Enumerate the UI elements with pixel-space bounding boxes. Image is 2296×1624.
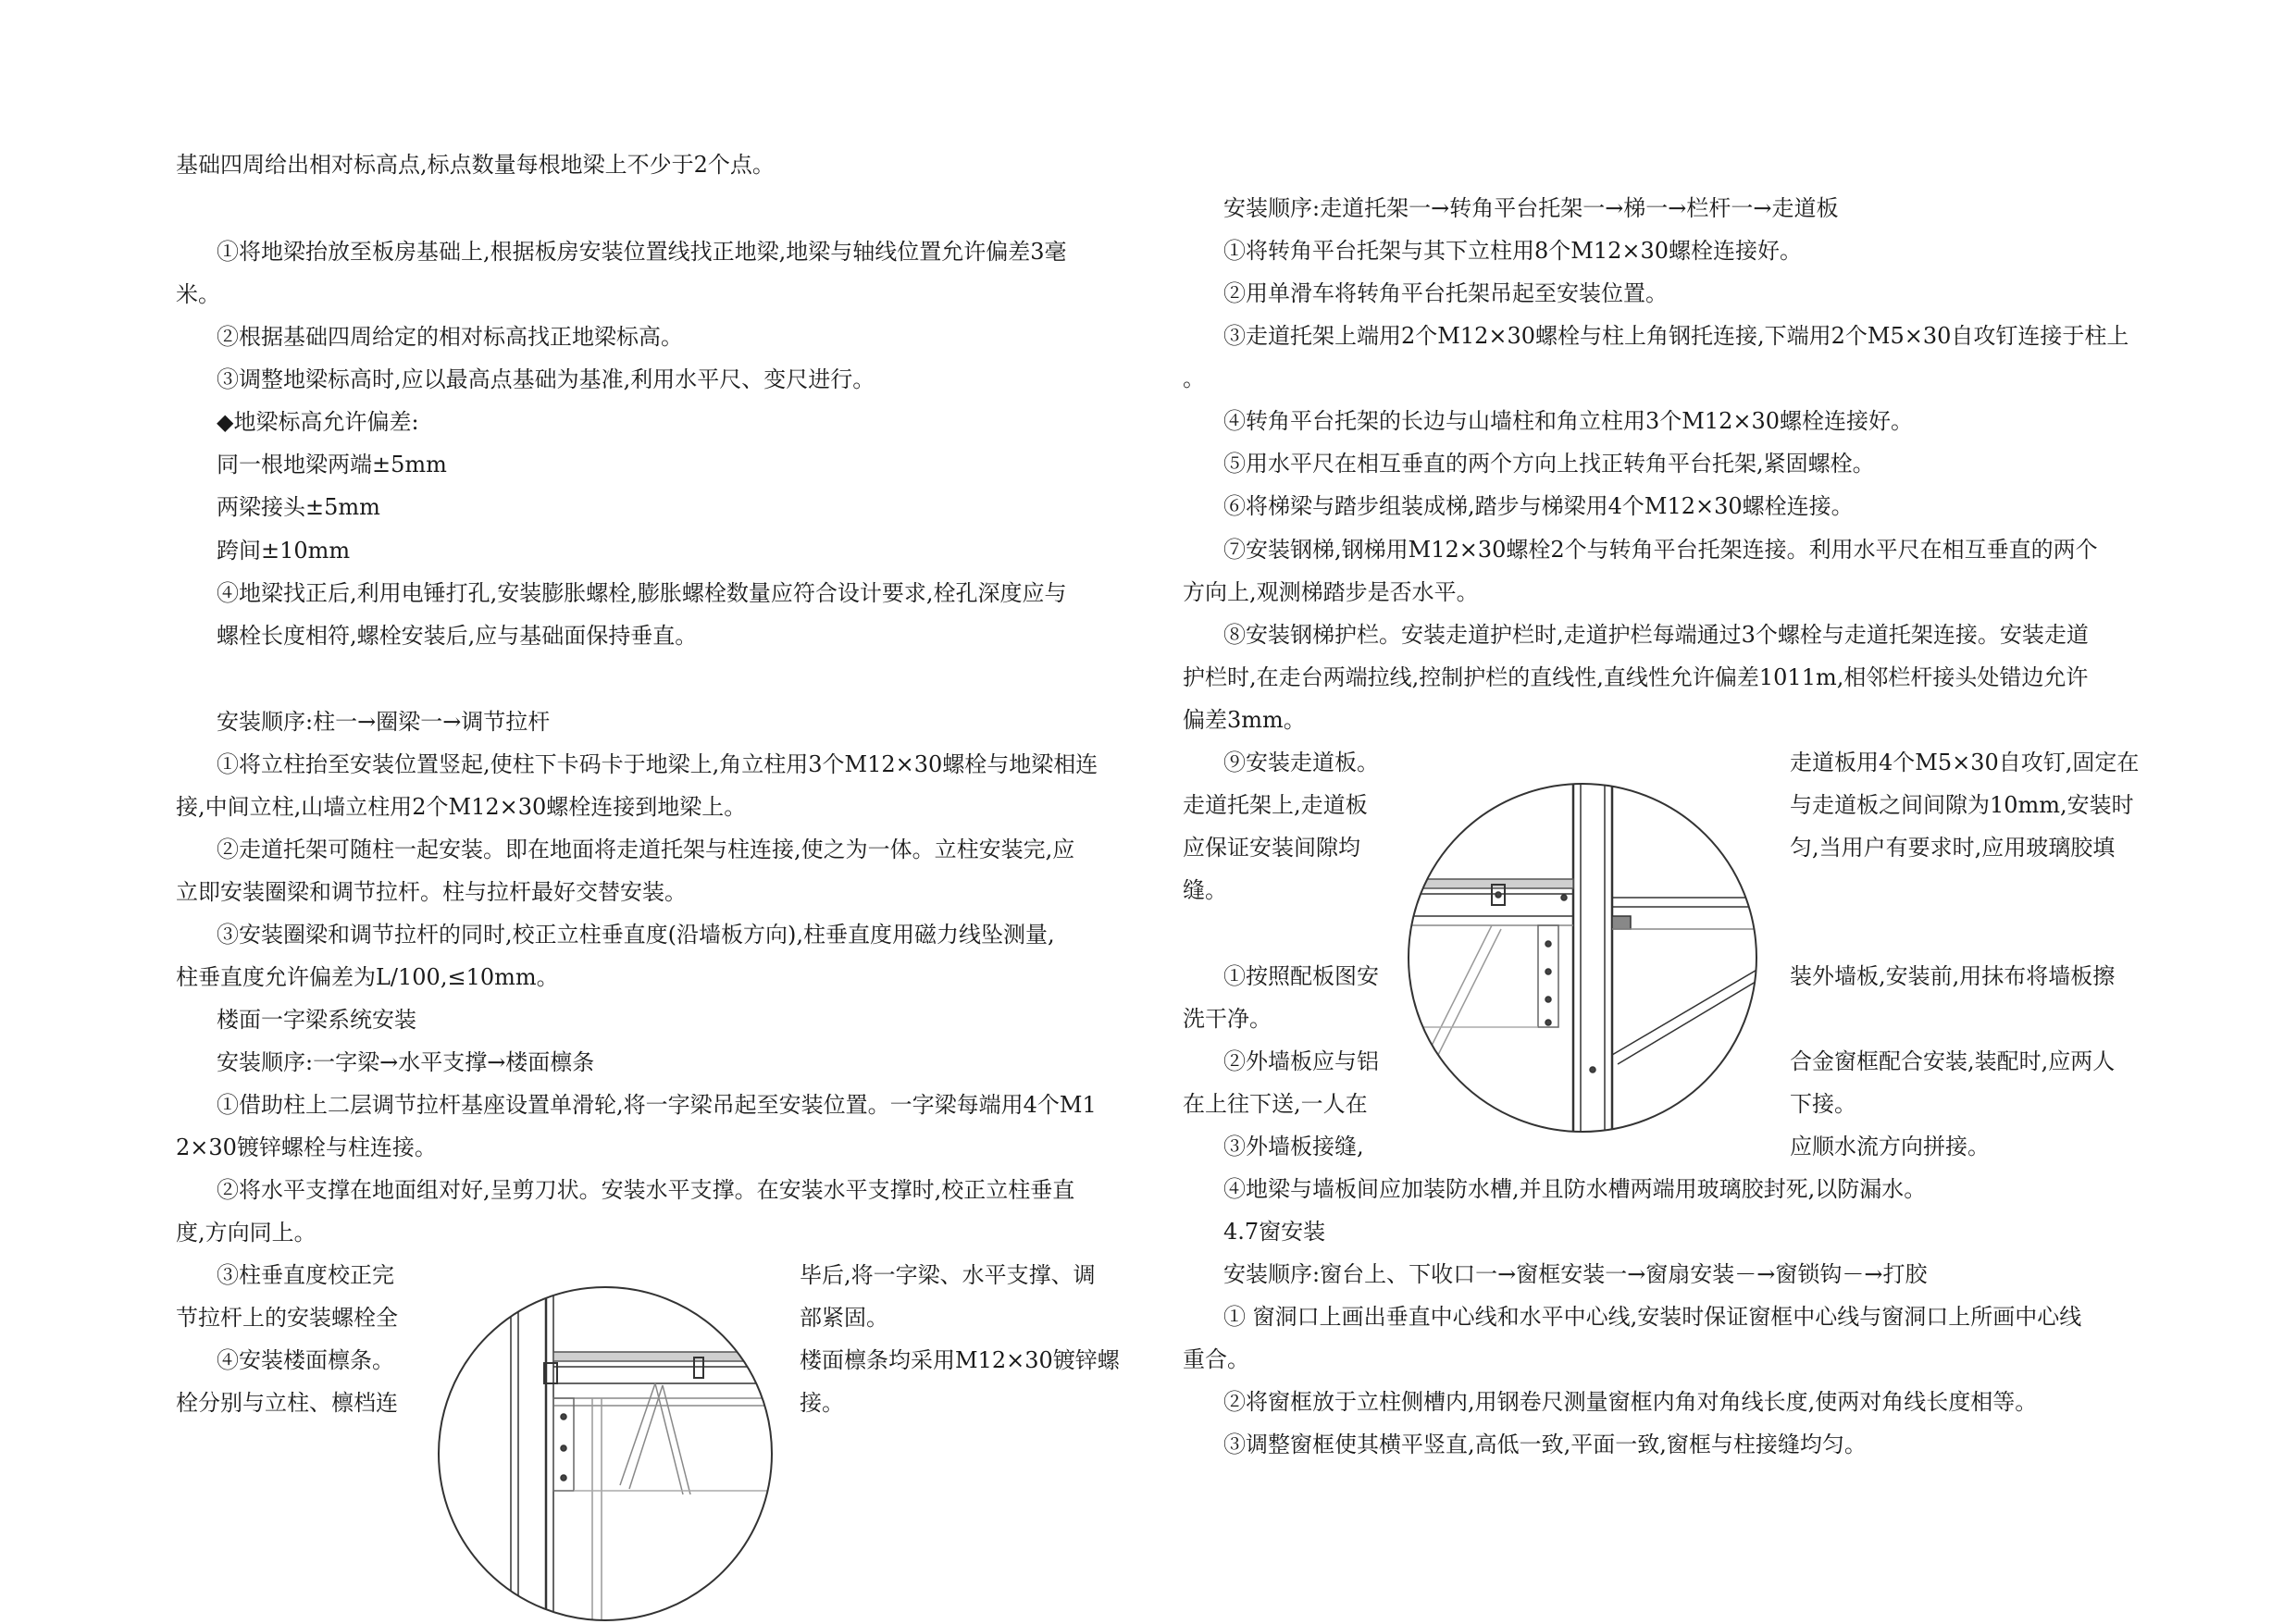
text-line: 安装顺序:柱一→圈梁一→调节拉杆 [217, 709, 551, 735]
text-line: 应保证安装间隙均 [1183, 835, 1360, 861]
text-line: 安装顺序:走道托架一→转角平台托架一→梯一→栏杆一→走道板 [1223, 195, 1839, 221]
text-line: ⑥将梯梁与踏步组装成梯,踏步与梯梁用4个M12×30螺栓连接。 [1223, 493, 1854, 519]
text-line: ①将地梁抬放至板房基础上,根据板房安装位置线找正地梁,地梁与轴线位置允许偏差3毫 [217, 239, 1067, 265]
text-line: ④安装楼面檩条。 [217, 1347, 394, 1373]
text-line: ③走道托架上端用2个M12×30螺栓与柱上角钢托连接,下端用2个M5×30自攻钉连接于柱上 [1223, 323, 2129, 349]
text-line: ① 窗洞口上画出垂直中心线和水平中心线,安装时保证窗框中心线与窗洞口上所画中心线 [1223, 1304, 2082, 1330]
text-line: 重合。 [1183, 1346, 1249, 1372]
text-line: 走道托架上,走道板 [1183, 792, 1368, 818]
text-line: 毕后,将一字梁、水平支撑、调 [800, 1262, 1096, 1288]
walkway-bracket-detail-drawing [1399, 777, 1769, 1147]
text-line: 柱垂直度允许偏差为L/100,≤10mm。 [176, 964, 559, 990]
text-line: ①将转角平台托架与其下立柱用8个M12×30螺栓连接好。 [1223, 238, 1803, 264]
walkway-bracket-detail-figure [1399, 777, 1769, 1147]
text-line: ②用单滑车将转角平台托架吊起至安装位置。 [1223, 280, 1668, 306]
text-line: 安装顺序:窗台上、下收口一→窗框安装一→窗扇安装－→窗锁钩－→打胶 [1223, 1261, 1928, 1287]
text-line: 两梁接头±5mm [217, 494, 380, 520]
text-line: ④地梁找正后,利用电锤打孔,安装膨胀螺栓,膨胀螺栓数量应符合设计要求,栓孔深度应与 [217, 580, 1067, 606]
text-line: ③调整窗框使其横平竖直,高低一致,平面一致,窗框与柱接缝均匀。 [1223, 1432, 1867, 1457]
text-line: ◆地梁标高允许偏差: [217, 409, 419, 435]
text-line: 楼面檩条均采用M12×30镀锌螺 [800, 1347, 1120, 1373]
text-line: ⑤用水平尺在相互垂直的两个方向上找正转角平台托架,紧固螺栓。 [1223, 451, 1875, 477]
text-line: 跨间±10mm [217, 538, 351, 564]
text-line: 护栏时,在走台两端拉线,控制护栏的直线性,直线性允许偏差1011m,相邻栏杆接头处错边允许 [1183, 664, 2089, 690]
section-heading: 4.7窗安装 [1223, 1219, 1326, 1245]
text-line: 接。 [800, 1390, 844, 1416]
text-line: ②外墙板应与铝 [1223, 1048, 1379, 1074]
text-line: 。 [1183, 366, 1205, 391]
text-line: ③外墙板接缝, [1223, 1134, 1364, 1159]
text-line: 应顺水流方向拼接。 [1790, 1134, 1990, 1159]
text-line: 方向上,观测梯踏步是否水平。 [1183, 579, 1479, 605]
text-line: 螺栓长度相符,螺栓安装后,应与基础面保持垂直。 [217, 623, 698, 649]
text-line: 基础四周给出相对标高点,标点数量每根地梁上不少于2个点。 [176, 152, 775, 178]
text-line: 偏差3mm。 [1183, 707, 1306, 733]
text-line: 走道板用4个M5×30自攻钉,固定在 [1790, 750, 2140, 775]
text-line: 米。 [176, 281, 220, 307]
text-line: 下接。 [1790, 1091, 1856, 1117]
text-line: 合金窗框配合安装,装配时,应两人 [1790, 1048, 2116, 1074]
text-line: 节拉杆上的安装螺栓全 [176, 1305, 398, 1331]
floor-beam-detail-figure [435, 1282, 787, 1624]
text-line: 度,方向同上。 [176, 1220, 316, 1246]
text-line: 匀,当用户有要求时,应用玻璃胶填 [1790, 835, 2116, 861]
text-line: ④地梁与墙板间应加装防水槽,并且防水槽两端用玻璃胶封死,以防漏水。 [1223, 1176, 1927, 1202]
text-line: 接,中间立柱,山墙立柱用2个M12×30螺栓连接到地梁上。 [176, 794, 747, 820]
text-line: 同一根地梁两端±5mm [217, 452, 447, 477]
text-line: 在上往下送,一人在 [1183, 1091, 1368, 1117]
text-line: 2×30镀锌螺栓与柱连接。 [176, 1134, 437, 1160]
text-line: ③安装圈梁和调节拉杆的同时,校正立柱垂直度(沿墙板方向),柱垂直度用磁力线坠测量, [217, 922, 1055, 948]
text-line: ②将窗框放于立柱侧槽内,用钢卷尺测量窗框内角对角线长度,使两对角线长度相等。 [1223, 1389, 2038, 1415]
text-line: ⑧安装钢梯护栏。安装走道护栏时,走道护栏每端通过3个螺栓与走道托架连接。安装走道 [1223, 622, 2089, 648]
text-line: 洗干净。 [1183, 1006, 1272, 1032]
text-line: ⑨安装走道板。 [1223, 750, 1379, 775]
text-line: ④转角平台托架的长边与山墙柱和角立柱用3个M12×30螺栓连接好。 [1223, 408, 1914, 434]
text-line: ②将水平支撑在地面组对好,呈剪刀状。安装水平支撑。在安装水平支撑时,校正立柱垂直 [217, 1177, 1075, 1203]
text-line: 安装顺序:一字梁→水平支撑→楼面檩条 [217, 1049, 595, 1075]
text-line: ①将立柱抬至安装位置竖起,使柱下卡码卡于地梁上,角立柱用3个M12×30螺栓与地梁相连 [217, 751, 1098, 777]
text-line: ①借助柱上二层调节拉杆基座设置单滑轮,将一字梁吊起至安装位置。一字梁每端用4个M1 [217, 1092, 1097, 1118]
text-line: 楼面一字梁系统安装 [217, 1007, 416, 1033]
text-line: ③柱垂直度校正完 [217, 1262, 394, 1288]
text-line: ②走道托架可随柱一起安装。即在地面将走道托架与柱连接,使之为一体。立柱安装完,应 [217, 837, 1075, 862]
text-line: ①按照配板图安 [1223, 963, 1379, 989]
text-line: ②根据基础四周给定的相对标高找正地梁标高。 [217, 324, 683, 350]
text-line: 立即安装圈梁和调节拉杆。柱与拉杆最好交替安装。 [176, 879, 687, 905]
text-line: 栓分别与立柱、檩档连 [176, 1390, 398, 1416]
text-line: 与走道板之间间隙为10mm,安装时 [1790, 792, 2134, 818]
floor-beam-detail-drawing [435, 1282, 787, 1624]
text-line: ⑦安装钢梯,钢梯用M12×30螺栓2个与转角平台托架连接。利用水平尺在相互垂直的两个 [1223, 537, 2098, 563]
text-line: 部紧固。 [800, 1305, 888, 1331]
text-line: ③调整地梁标高时,应以最高点基础为基准,利用水平尺、变尺进行。 [217, 366, 875, 392]
text-line: 装外墙板,安装前,用抹布将墙板擦 [1790, 963, 2116, 989]
text-line: 缝。 [1183, 877, 1227, 903]
